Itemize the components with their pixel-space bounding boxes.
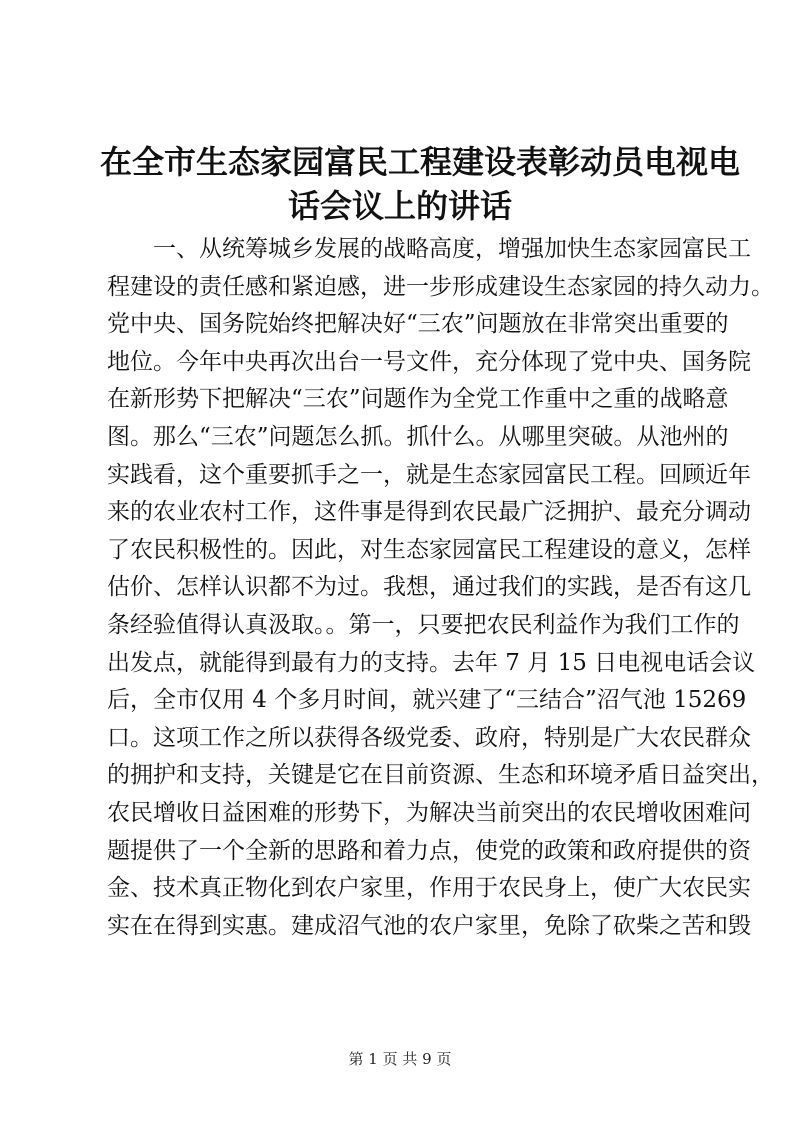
body-line: 实践看，这个重要抓手之一，就是生态家园富民工程。回顾近年 — [107, 461, 751, 488]
body-line: 程建设的责任感和紧迫感，进一步形成建设生态家园的持久动力。 — [107, 273, 774, 300]
body-line: 在新形势下把解决“三农”问题作为全党工作重中之重的战略意 — [107, 386, 729, 413]
body-line: 实在在得到实惠。建成沼气池的农户家里，免除了砍柴之苦和毁 — [107, 912, 751, 939]
body-line: 一、从统筹城乡发展的战略高度，增强加快生态家园富民工 — [153, 236, 751, 262]
body-line: 估价、怎样认识都不为过。我想，通过我们的实践，是否有这几 — [107, 574, 751, 601]
body-line: 条经验值得认真汲取。。第一，只要把农民利益作为我们工作的 — [107, 611, 740, 638]
body-line: 党中央、国务院始终把解决好“三农”问题放在非常突出重要的 — [107, 311, 729, 338]
body-line: 出发点，就能得到最有力的支持。去年 7 月 15 日电视电话会议 — [107, 649, 756, 676]
body-line: 来的农业农村工作，这件事是得到农民最广泛拥护、最充分调动 — [107, 499, 751, 526]
body-line: 农民增收日益困难的形势下，为解决当前突出的农民增收困难问 — [107, 799, 751, 826]
body-line: 口。这项工作之所以获得各级党委、政府，特别是广大农民群众 — [107, 724, 751, 751]
body-line: 地位。今年中央再次出台一号文件，充分体现了党中央、国务院 — [107, 348, 751, 375]
body-paragraph — [107, 231, 774, 945]
title-line-2: 话会议上的讲话 — [287, 187, 512, 225]
title-line-1: 在全市生态家园富民工程建设表彰动员电视电 — [100, 143, 741, 181]
page-title — [100, 140, 741, 228]
page-number-footer: 第 1 页 共 9 页 — [348, 1050, 452, 1068]
body-line: 的拥护和支持，关键是它在目前资源、生态和环境矛盾日益突出， — [107, 762, 774, 789]
body-line: 题提供了一个全新的思路和着力点，使党的政策和政府提供的资 — [107, 837, 751, 864]
body-line: 图。那么“三农”问题怎么抓。抓什么。从哪里突破。从池州的 — [107, 423, 729, 450]
body-line: 了农民积极性的。因此，对生态家园富民工程建设的意义，怎样 — [107, 536, 751, 563]
body-line: 金、技术真正物化到农户家里，作用于农民身上，使广大农民实 — [107, 875, 751, 902]
body-line: 后，全市仅用 4 个多月时间，就兴建了“三结合”沼气池 15269 — [107, 687, 747, 714]
